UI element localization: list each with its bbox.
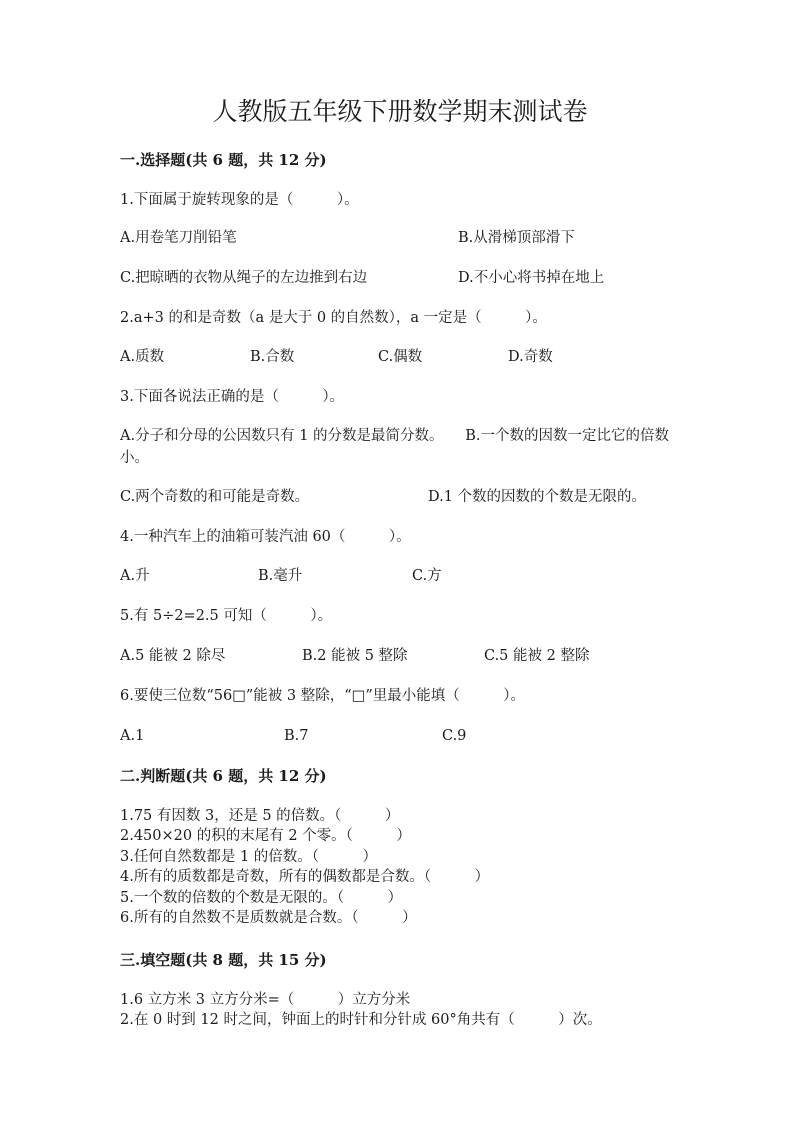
q4-option-a: A.升 [120, 568, 150, 584]
q1-option-d: D.不小心将书掉在地上 [458, 270, 605, 286]
q2-option-b: B.合数 [250, 349, 295, 365]
fill-item-2: 2.在 0 时到 12 时之间，钟面上的时针和分针成 60°角共有（ ）次。 [120, 1012, 602, 1028]
question-5: 5.有 5÷2=2.5 可知（ ）。 [120, 608, 333, 624]
judge-item-2: 2.450×20 的积的末尾有 2 个零。（ ） [120, 828, 411, 844]
q1-option-c: C.把晾晒的衣物从绳子的左边推到右边 [120, 270, 368, 286]
q1-option-b: B.从滑梯顶部滑下 [458, 230, 575, 246]
q6-option-c: C.9 [442, 728, 467, 744]
q5-option-c: C.5 能被 2 整除 [484, 648, 590, 664]
judge-item-1: 1.75 有因数 3，还是 5 的倍数。（ ） [120, 808, 400, 824]
q3-option-c: C.两个奇数的和可能是奇数。 [120, 489, 310, 505]
q6-option-b: B.7 [284, 728, 309, 744]
judge-item-3: 3.任何自然数都是 1 的倍数。（ ） [120, 849, 378, 865]
question-6: 6.要使三位数“56□”能被 3 整除，“□”里最小能填（ ）。 [120, 688, 526, 704]
q5-option-a: A.5 能被 2 除尽 [120, 648, 226, 664]
question-4: 4.一种汽车上的油箱可装汽油 60（ ）。 [120, 529, 411, 545]
question-3: 3.下面各说法正确的是（ ）。 [120, 389, 345, 405]
q3-option-d: D.1 个数的因数的个数是无限的。 [428, 489, 647, 505]
q3-options-ab: A.分子和分母的公因数只有 1 的分数是最简分数。 B.一个数的因数一定比它的倍数小。 [120, 428, 670, 466]
section-fill-header: 三.填空题(共 8 题，共 15 分) [120, 951, 327, 969]
q2-option-d: D.奇数 [508, 349, 553, 365]
question-1: 1.下面属于旋转现象的是（ ）。 [120, 192, 359, 208]
question-2: 2.a+3 的和是奇数（a 是大于 0 的自然数），a 一定是（ ）。 [120, 310, 547, 326]
section-choice-header: 一.选择题(共 6 题，共 12 分) [120, 151, 327, 169]
q5-option-b: B.2 能被 5 整除 [302, 648, 408, 664]
q2-option-a: A.质数 [120, 349, 165, 365]
judge-item-5: 5.一个数的倍数的个数是无限的。（ ） [120, 890, 403, 906]
q4-option-b: B.毫升 [258, 568, 303, 584]
q6-option-a: A.1 [120, 728, 145, 744]
q2-option-c: C.偶数 [378, 349, 423, 365]
judge-item-6: 6.所有的自然数不是质数就是合数。（ ） [120, 910, 417, 926]
judge-item-4: 4.所有的质数都是奇数，所有的偶数都是合数。（ ） [120, 869, 490, 885]
fill-item-1: 1.6 立方米 3 立方分米=（ ）立方分米 [120, 992, 411, 1008]
section-judge-header: 二.判断题(共 6 题，共 12 分) [120, 767, 327, 785]
page-title: 人教版五年级下册数学期末测试卷 [212, 97, 588, 126]
q1-option-a: A.用卷笔刀削铅笔 [120, 230, 237, 246]
q4-option-c: C.方 [412, 568, 442, 584]
